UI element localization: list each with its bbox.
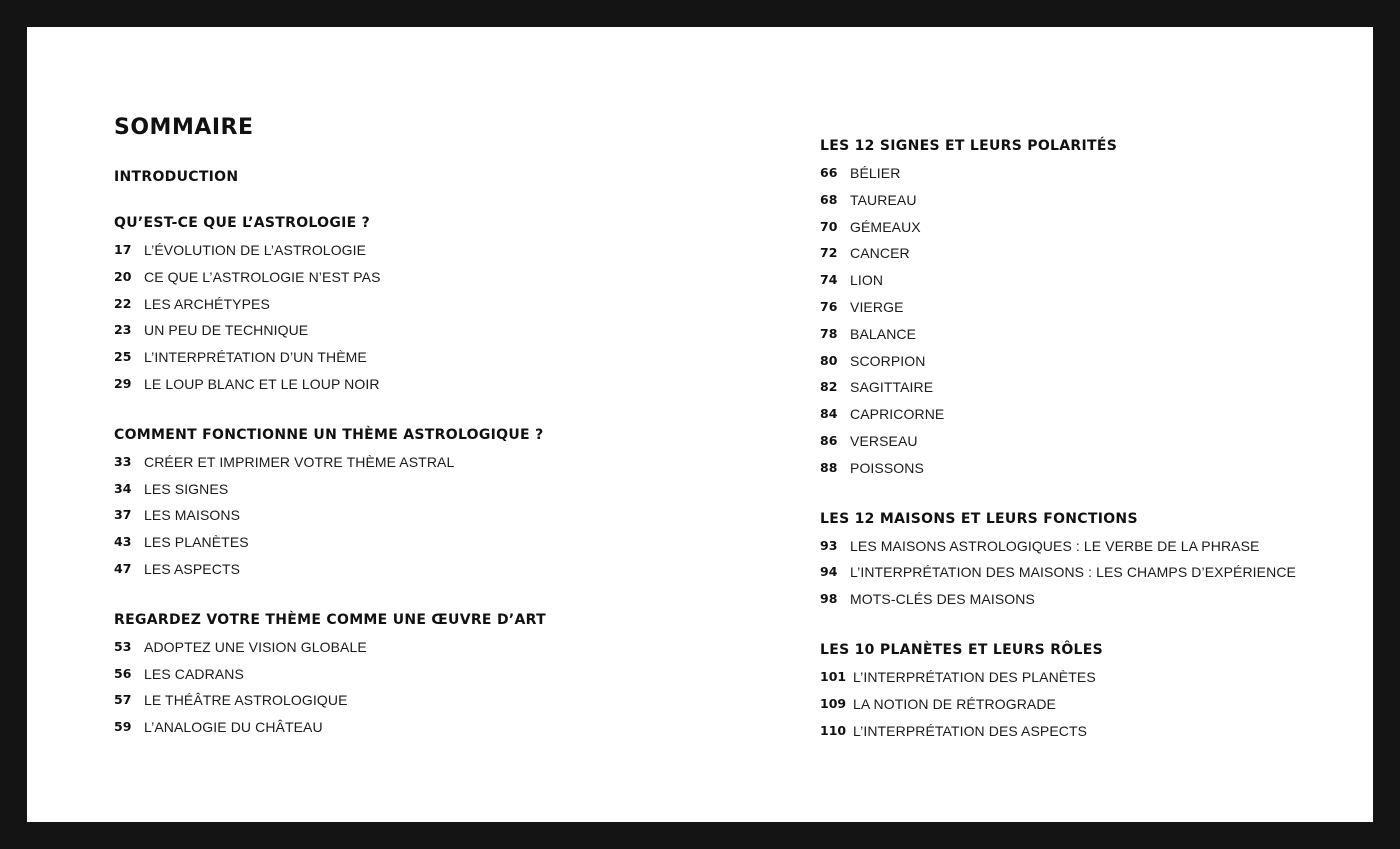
- toc-entry: [114, 264, 714, 291]
- page-number: 88: [820, 459, 838, 475]
- document-page: [27, 27, 1373, 822]
- section-heading: LES 10 PLANÈTES ET LEURS RÔLES: [820, 641, 1103, 658]
- toc-entry: [820, 664, 1340, 691]
- entry-label: LES MAISONS: [144, 507, 241, 524]
- page-number: 82: [820, 379, 838, 395]
- entry-label: CE QUE L’ASTROLOGIE N’EST PAS: [144, 268, 381, 285]
- entry-label: L’ANALOGIE DU CHÂTEAU: [144, 719, 323, 736]
- toc-entry: [820, 401, 1340, 428]
- toc-entry: [114, 237, 714, 264]
- toc-entry: [820, 455, 1340, 482]
- section-heading: QU’EST-CE QUE L’ASTROLOGIE ?: [114, 215, 371, 231]
- entry-label: LES SIGNES: [144, 480, 229, 497]
- toc-entry: [114, 687, 714, 714]
- page-number: 37: [114, 507, 132, 523]
- toc-entry: [114, 556, 714, 583]
- toc-section: [820, 638, 1340, 744]
- page-number: 22: [114, 295, 132, 311]
- toc-entry: [820, 718, 1340, 745]
- entry-label: VERSEAU: [850, 432, 918, 449]
- page-number: 66: [820, 165, 838, 180]
- toc-entry-list: [114, 449, 714, 583]
- entry-label: ADOPTEZ UNE VISION GLOBALE: [144, 638, 367, 655]
- toc-entry: [820, 240, 1340, 267]
- entry-label: POISSONS: [850, 459, 924, 476]
- entry-label: LES CADRANS: [144, 665, 244, 682]
- page-number: 93: [820, 537, 838, 553]
- section-heading: INTRODUCTION: [114, 169, 239, 185]
- entry-label: UN PEU DE TECHNIQUE: [144, 322, 309, 339]
- entry-label: LE THÉÂTRE ASTROLOGIQUE: [144, 692, 348, 709]
- page-number: 29: [114, 375, 132, 391]
- entry-label: MOTS-CLÉS DES MAISONS: [850, 591, 1035, 608]
- toc-entry: [114, 317, 714, 344]
- right-sections: [820, 134, 1340, 744]
- toc-section: [820, 507, 1340, 613]
- toc-section: [114, 608, 714, 741]
- page-title: SOMMAIRE: [114, 115, 254, 140]
- entry-label: LA NOTION DE RÉTROGRADE: [853, 695, 1056, 712]
- page-number: 94: [820, 564, 838, 580]
- toc-entry: [820, 348, 1340, 375]
- page-number: 23: [114, 322, 132, 338]
- entry-label: CAPRICORNE: [850, 406, 945, 423]
- entry-label: LE LOUP BLANC ET LE LOUP NOIR: [144, 375, 380, 392]
- page-number: 84: [820, 406, 838, 422]
- toc-left-column: [114, 116, 714, 766]
- page-number: 68: [820, 191, 838, 207]
- toc-entry: [114, 714, 714, 741]
- toc-section: [114, 211, 714, 398]
- entry-label: CRÉER ET IMPRIMER VOTRE THÈME ASTRAL: [144, 453, 455, 470]
- page-number: 76: [820, 298, 838, 314]
- toc-section: [114, 165, 714, 189]
- entry-label: TAUREAU: [850, 191, 917, 208]
- page-number: 110: [820, 722, 847, 738]
- toc-entry: [820, 267, 1340, 294]
- page-number: 80: [820, 352, 838, 368]
- toc-entry: [114, 502, 714, 529]
- toc-entry: [114, 344, 714, 371]
- page-number: 109: [820, 695, 847, 711]
- entry-label: CANCER: [850, 245, 910, 262]
- page-number: 86: [820, 432, 838, 448]
- page-number: 56: [114, 665, 132, 681]
- page-number: 57: [114, 692, 132, 708]
- left-sections: [114, 165, 714, 741]
- entry-label: L’INTERPRÉTATION DES ASPECTS: [853, 722, 1088, 739]
- section-heading: LES 12 MAISONS ET LEURS FONCTIONS: [820, 510, 1138, 527]
- toc-section: [114, 423, 714, 583]
- toc-entry-list: [820, 160, 1340, 482]
- toc-entry: [114, 371, 714, 398]
- toc-entry: [820, 214, 1340, 241]
- toc-entry: [114, 449, 714, 476]
- section-heading: LES 12 SIGNES ET LEURS POLARITÉS: [820, 138, 1118, 154]
- toc-entry: [820, 374, 1340, 401]
- entry-label: LES PLANÈTES: [144, 534, 249, 551]
- toc-right-column: [820, 134, 1340, 769]
- toc-entry-list: [114, 634, 714, 741]
- toc-entry: [820, 294, 1340, 321]
- entry-label: GÉMEAUX: [850, 218, 921, 235]
- entry-label: LES MAISONS ASTROLOGIQUES : LE VERBE DE LA PHRASE: [850, 537, 1260, 554]
- toc-entry: [114, 634, 714, 661]
- toc-entry: [114, 529, 714, 556]
- page-number: 53: [114, 638, 132, 654]
- page-number: 101: [820, 668, 847, 684]
- page-number: 43: [114, 534, 132, 550]
- page-number: 47: [114, 560, 132, 576]
- entry-label: L’INTERPRÉTATION DES PLANÈTES: [853, 668, 1096, 685]
- section-heading: REGARDEZ VOTRE THÈME COMME UNE ŒUVRE D’ART: [114, 611, 546, 628]
- toc-entry: [114, 661, 714, 688]
- page-number: 25: [114, 349, 132, 365]
- entry-label: L’ÉVOLUTION DE L’ASTROLOGIE: [144, 242, 367, 258]
- page-number: 59: [114, 719, 132, 735]
- page-number: 70: [820, 218, 838, 234]
- toc-section: [820, 134, 1340, 482]
- toc-entry: [820, 559, 1340, 586]
- toc-entry: [820, 187, 1340, 214]
- toc-entry: [820, 586, 1340, 613]
- page-number: 17: [114, 242, 132, 257]
- page-number: 98: [820, 591, 838, 607]
- page-number: 72: [820, 245, 838, 261]
- toc-entry: [114, 291, 714, 318]
- entry-label: SCORPION: [850, 352, 926, 369]
- entry-label: LION: [850, 272, 884, 289]
- entry-label: BÉLIER: [850, 165, 901, 181]
- entry-label: L’INTERPRÉTATION D’UN THÈME: [144, 349, 367, 366]
- entry-label: LES ARCHÉTYPES: [144, 295, 270, 312]
- toc-entry-list: [820, 664, 1340, 744]
- entry-label: L’INTERPRÉTATION DES MAISONS : LES CHAMPS D’EXPÉRIENCE: [850, 564, 1296, 581]
- toc-entry: [820, 321, 1340, 348]
- toc-entry: [820, 160, 1340, 187]
- page-number: 33: [114, 453, 132, 469]
- section-heading: COMMENT FONCTIONNE UN THÈME ASTROLOGIQUE ?: [114, 426, 544, 443]
- toc-entry: [820, 533, 1340, 560]
- toc-entry: [820, 428, 1340, 455]
- entry-label: BALANCE: [850, 325, 917, 342]
- entry-label: VIERGE: [850, 298, 904, 315]
- toc-entry: [114, 476, 714, 503]
- entry-label: LES ASPECTS: [144, 560, 241, 577]
- page-number: 20: [114, 268, 132, 284]
- entry-label: SAGITTAIRE: [850, 379, 934, 396]
- page-number: 78: [820, 325, 838, 341]
- toc-entry-list: [114, 237, 714, 398]
- page-number: 34: [114, 480, 132, 496]
- page-number: 74: [820, 272, 838, 288]
- toc-entry-list: [820, 533, 1340, 613]
- toc-entry: [820, 691, 1340, 718]
